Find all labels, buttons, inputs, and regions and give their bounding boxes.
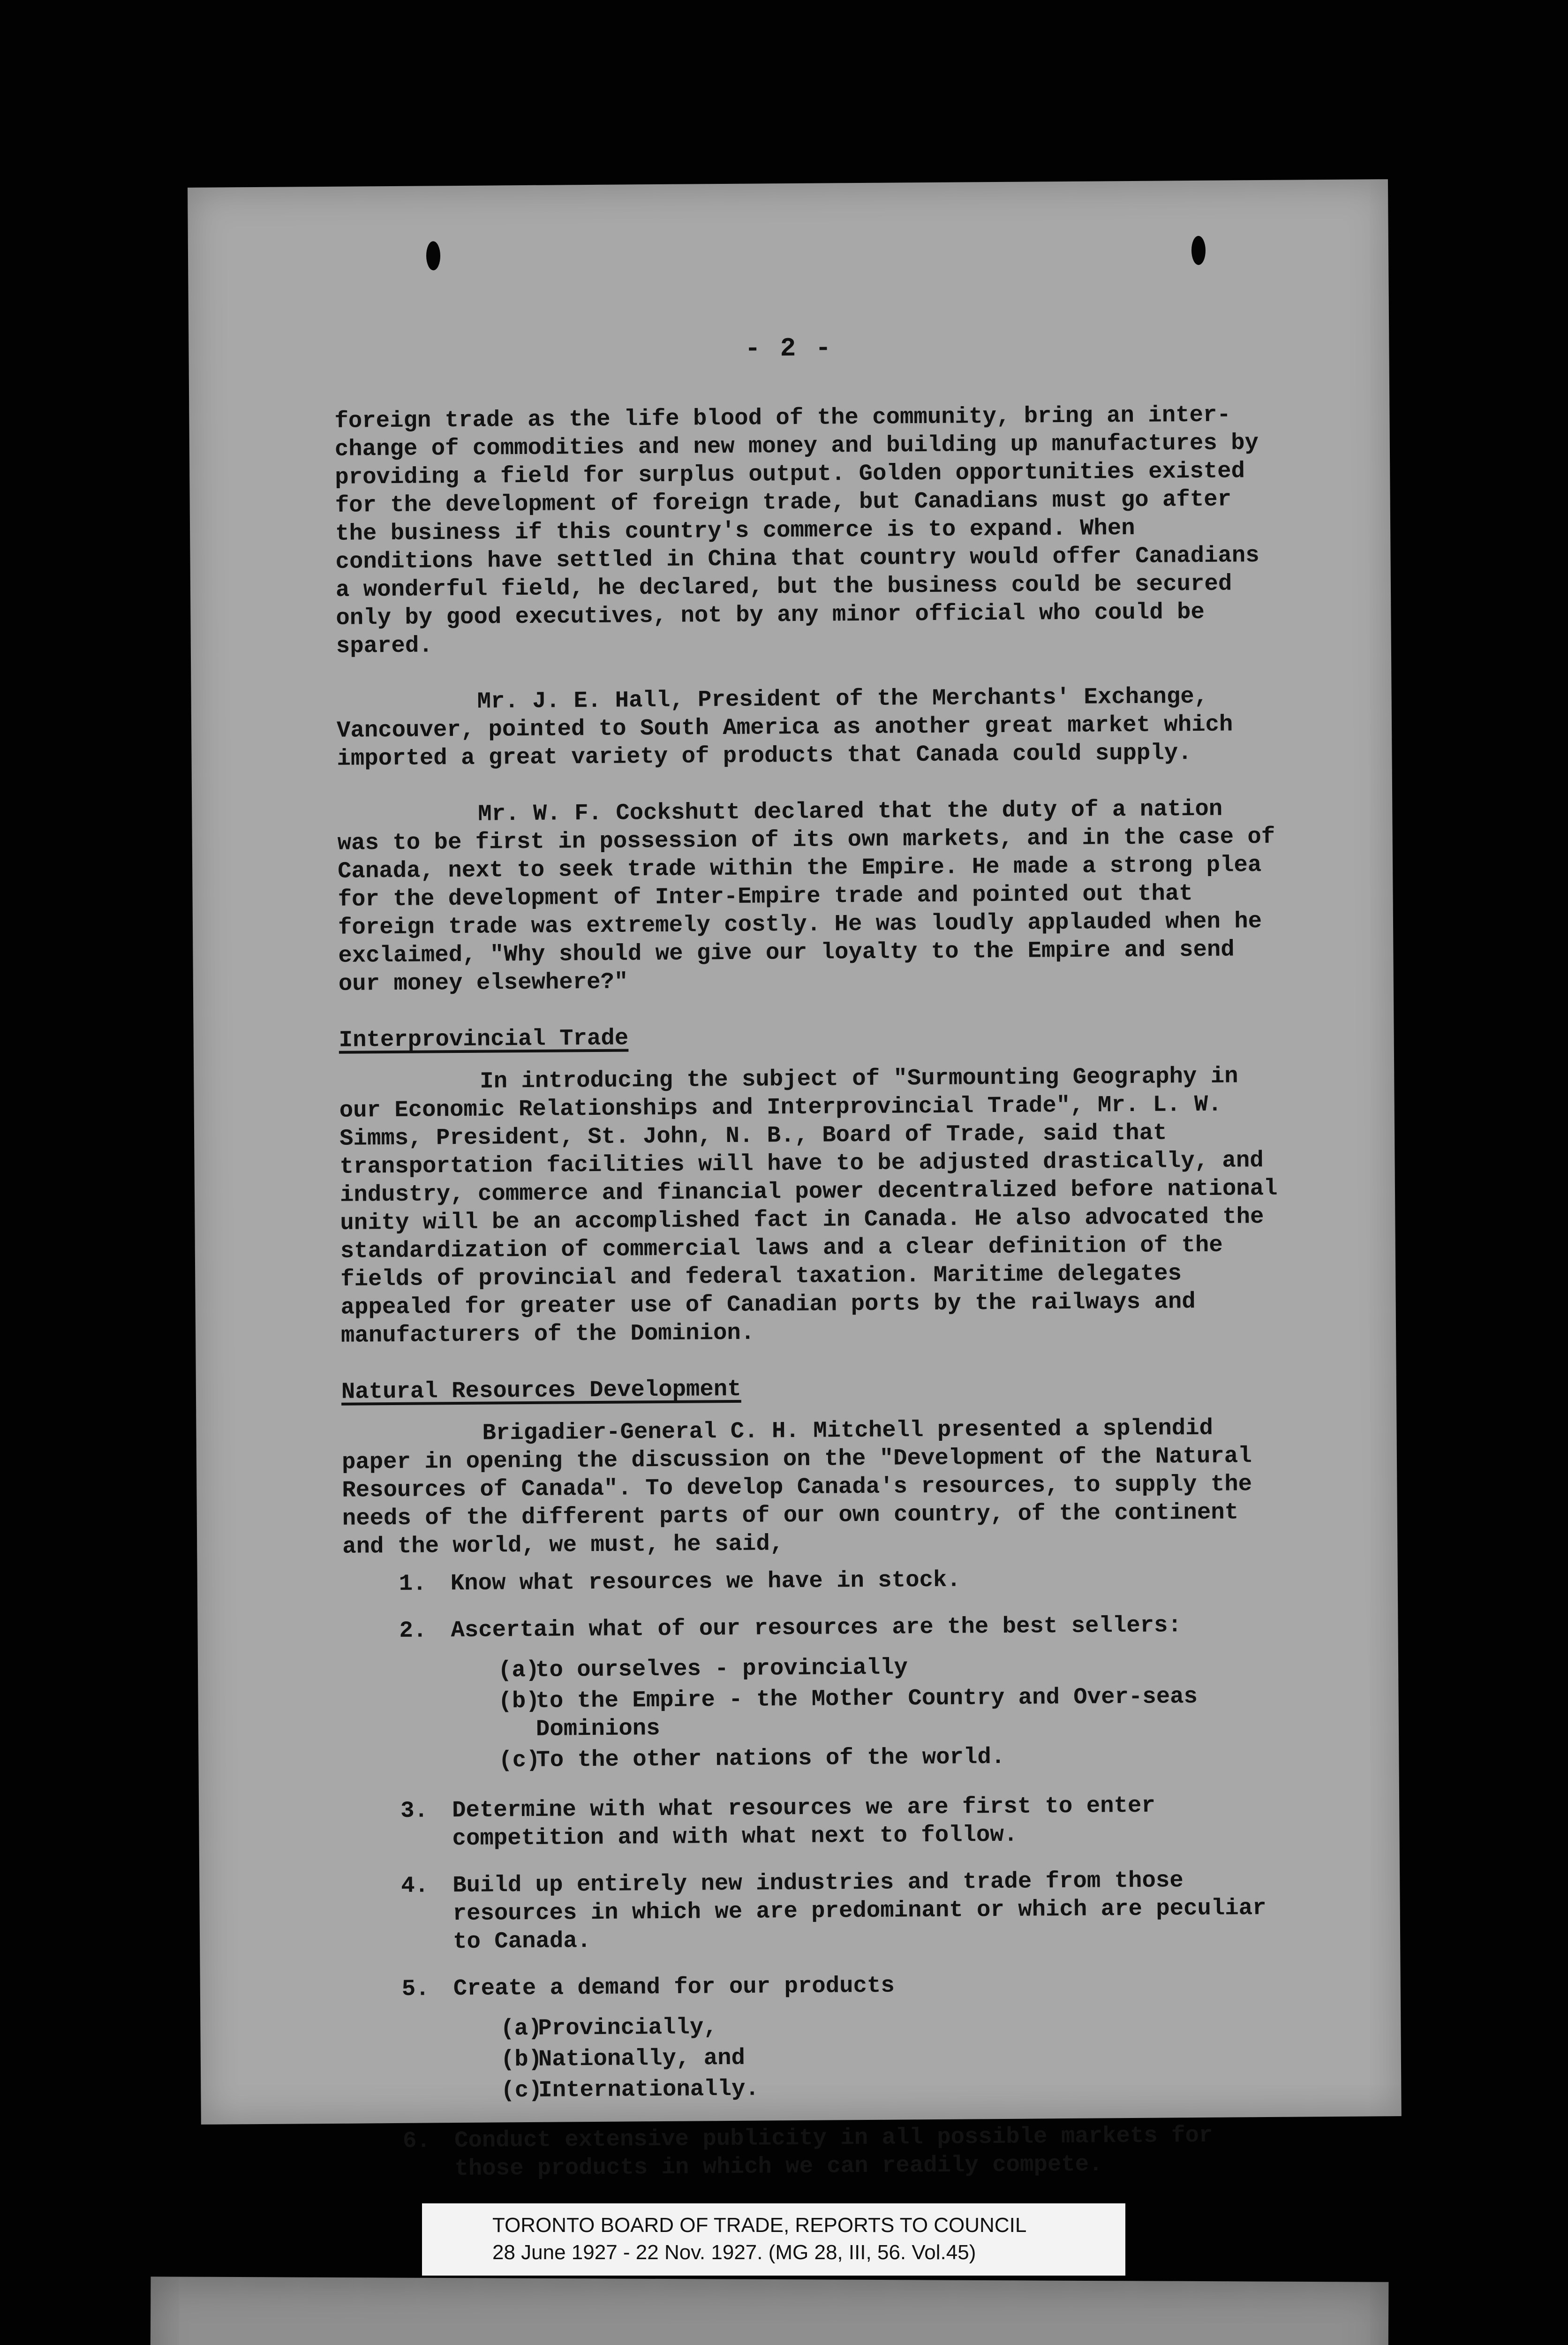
paragraph-foreign-trade: foreign trade as the life blood of the community, bring an inter-change of commodities and new money and building up manufactures by providing a field for surplus output. Golden opportunities existed for the development of foreign trade, but Canadians must go after the business if this country's commerce is to expand. When conditions have settled in China that country would offer Canadians a wonderful field, he declared, but the business could be secured only by good executives, not by any minor official who could be spared. bbox=[334, 401, 1259, 659]
sub-item bbox=[500, 2012, 895, 2043]
list-text: Ascertain what of our resources are the best sellers: bbox=[451, 1612, 1182, 1644]
list-item bbox=[402, 1969, 1284, 2108]
archive-label-line1: TORONTO BOARD OF TRADE, REPORTS TO COUNCIL bbox=[492, 2214, 1027, 2237]
sub-text: Provincially, bbox=[538, 2014, 717, 2042]
archive-label-line2: 28 June 1927 - 22 Nov. 1927. (MG 28, III, 56. Vol.45) bbox=[492, 2241, 976, 2264]
list-number: 6. bbox=[402, 2127, 431, 2154]
list-item bbox=[399, 1611, 1282, 1778]
sub-mark: (a) bbox=[500, 2015, 542, 2042]
list-item bbox=[401, 1866, 1283, 1956]
list-number: 4. bbox=[401, 1872, 429, 1899]
paragraph-hall: Mr. J. E. Hall, President of the Merchants' Exchange, Vancouver, pointed to South America as another great market which imported a great variety of products that Canada could supply. bbox=[336, 683, 1233, 772]
list-text: Know what resources we have in stock. bbox=[450, 1566, 961, 1597]
paragraph-cockshutt: Mr. W. F. Cockshutt declared that the duty of a nation was to be first in possession of its own markets, and in the case of Canada, next to seek trade within the Empire. He made a strong plea for the development of Inter-Empire trade and pointed out that foreign trade was extremely costly. He was loudly applauded when he exclaimed, "Why should we give our loyalty to the Empire and send our money elsewhere?" bbox=[337, 795, 1275, 997]
list-number: 3. bbox=[400, 1797, 429, 1824]
sub-item bbox=[501, 2043, 895, 2074]
list-text: Determine with what resources we are first to enter competition and with what next to follow. bbox=[452, 1792, 1155, 1852]
stamp-line1 bbox=[150, 2342, 1388, 2345]
list-text: Conduct extensive publicity in all possible markets for those products in which we can readily compete. bbox=[454, 2122, 1213, 2182]
sub-mark: (c) bbox=[498, 1747, 540, 1774]
paragraph-interprovincial: In introducing the subject of "Surmounting Geography in our Economic Relationships and Interprovincial Trade", Mr. L. W. Simms, President, St. John, N. B., Board of Trade, said that transportation facilities will have to be adjusted drastically, and industry, commerce and financial power decentralized before national unity will be an accomplished fact in Canada. He also advocated the standardization of commercial laws and a clear definition of the fields of provincial and federal taxation. Maritime delegates appealed for greater use of Canadian ports by the railways and manufacturers of the Dominion. bbox=[339, 1063, 1278, 1349]
sub-mark: (b) bbox=[498, 1687, 540, 1715]
heading-natural-resources: Natural Resources Development bbox=[341, 1376, 741, 1405]
sub-list bbox=[451, 1651, 1282, 1775]
sub-text: Nationally, and bbox=[538, 2044, 746, 2073]
punch-hole-left bbox=[426, 241, 440, 270]
heading-interprovincial-trade: Interprovincial Trade bbox=[339, 1025, 629, 1053]
list-number: 2. bbox=[399, 1617, 427, 1644]
sub-text: To the other nations of the world. bbox=[536, 1743, 1005, 1773]
list-number: 5. bbox=[401, 1975, 430, 2002]
document-page bbox=[188, 179, 1402, 2182]
document-body bbox=[334, 401, 1285, 2202]
punch-hole-right bbox=[1191, 236, 1206, 265]
list-item bbox=[400, 1791, 1282, 1853]
sub-mark: (a) bbox=[498, 1657, 540, 1684]
resources-list bbox=[343, 1564, 1285, 2184]
sub-text: to the Empire - the Mother Country and Over-seas Dominions bbox=[535, 1683, 1198, 1742]
archive-label bbox=[422, 2203, 1125, 2276]
list-number: 1. bbox=[399, 1570, 427, 1597]
sub-mark: (c) bbox=[501, 2077, 543, 2104]
page-number: - 2 - bbox=[745, 333, 833, 364]
list-item bbox=[399, 1564, 1281, 1598]
sub-item bbox=[498, 1682, 1282, 1744]
sub-text: Internationally. bbox=[538, 2075, 760, 2103]
list-text: Create a demand for our products bbox=[453, 1972, 895, 2002]
sub-list bbox=[453, 2012, 895, 2105]
archives-stamp bbox=[150, 2277, 1389, 2345]
sub-mark: (b) bbox=[500, 2046, 543, 2073]
list-item bbox=[403, 2121, 1285, 2183]
sub-item bbox=[498, 1651, 1281, 1685]
sub-item bbox=[498, 1741, 1282, 1775]
sub-item bbox=[501, 2074, 895, 2105]
paragraph-mitchell: Brigadier-General C. H. Mitchell presented a splendid paper in opening the discussion on the "Development of the Natural Resources of Canada". To develop Canada's resources, to supply the needs of the different parts of our own country, of the continent and the world, we must, he said, bbox=[341, 1415, 1252, 1560]
sub-text: to ourselves - provincially bbox=[535, 1654, 908, 1683]
list-text: Build up entirely new industries and trade from those resources in which we are predominant or which are peculiar to Canada. bbox=[452, 1867, 1266, 1955]
